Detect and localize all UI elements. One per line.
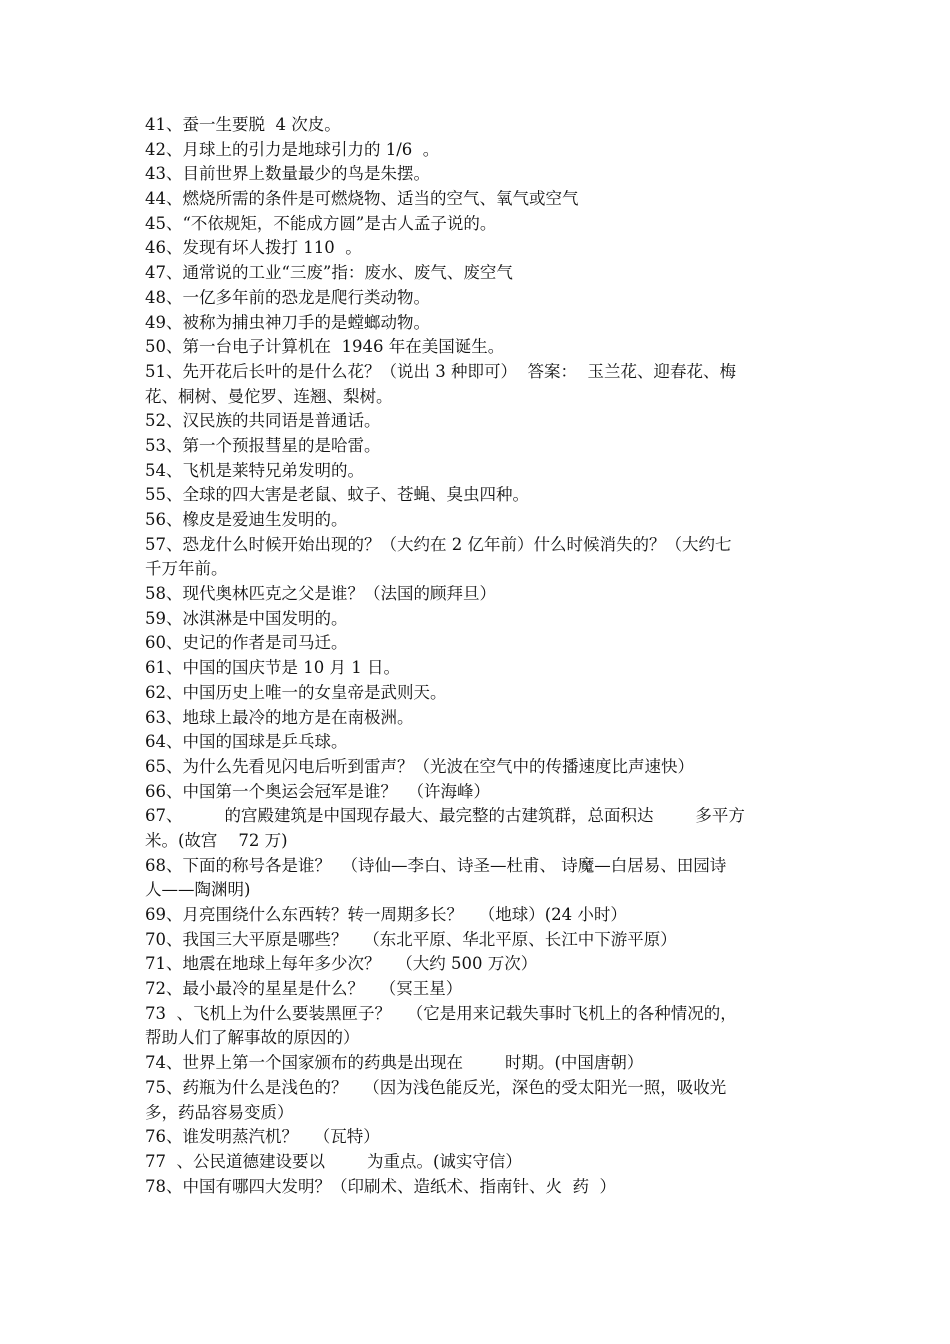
text-line: 70、我国三大平原是哪些？ （东北平原、华北平原、长江中下游平原） [145,929,677,949]
text-line: 75、药瓶为什么是浅色的？ （因为浅色能反光，深色的受太阳光一照，吸收光 [145,1077,727,1097]
document-body [145,113,810,1199]
text-line: 64、中国的国球是乒乓球。 [145,732,348,752]
text-line: 53、第一个预报彗星的是哈雷。 [145,435,381,455]
text-line: 帮助人们了解事故的原因的） [145,1028,360,1048]
text-line: 54、飞机是莱特兄弟发明的。 [145,460,364,480]
text-line: 72、最小最冷的星星是什么？ （冥王星） [145,979,463,999]
text-line: 46、发现有坏人拨打 110 。 [145,238,362,258]
text-line: 60、史记的作者是司马迁。 [145,633,348,653]
text-line: 44、燃烧所需的条件是可燃烧物、适当的空气、氧气或空气 [145,189,579,209]
text-line: 69、月亮围绕什么东西转？转一周期多长？ （地球）(24 小时） [145,905,627,924]
text-line: 77 、公民道德建设要以 为重点。(诚实守信） [145,1151,522,1171]
text-line: 56、橡皮是爱迪生发明的。 [145,510,348,529]
text-line: 51、先开花后长叶的是什么花？（说出 3 种即可） 答案： 玉兰花、迎春花、梅 [145,361,736,381]
text-line: 76、谁发明蒸汽机？ （瓦特） [145,1127,380,1147]
text-line: 66、中国第一个奥运会冠军是谁？ （许海峰） [145,781,490,801]
text-line: 千万年前。 [145,559,228,579]
text-line: 花、桐树、曼佗罗、连翘、梨树。 [145,386,393,406]
text-line: 61、中国的国庆节是 10 月 1 日。 [145,658,400,678]
text-line: 78、中国有哪四大发明？（印刷术、造纸术、指南针、火 药 ） [145,1176,616,1196]
text-line: 63、地球上最冷的地方是在南极洲。 [145,707,414,727]
text-line: 58、现代奥林匹克之父是谁？（法国的顾拜旦） [145,584,496,604]
text-line: 71、地震在地球上每年多少次？ （大约 500 万次） [145,954,538,974]
text-line: 48、一亿多年前的恐龙是爬行类动物。 [145,287,430,307]
text-line: 47、通常说的工业“三废”指：废水、废气、废空气 [145,263,513,283]
text-line: 43、目前世界上数量最少的鸟是朱摆。 [145,164,430,184]
text-line: 50、第一台电子计算机在 1946 年在美国诞生。 [145,337,505,357]
text-line: 42、月球上的引力是地球引力的 1/6 。 [145,139,440,159]
text-line: 米。(故宫 72 万) [145,830,288,850]
text-line: 49、被称为捕虫神刀手的是螳螂动物。 [145,312,430,332]
text-line: 74、世界上第一个国家颁布的药典是出现在 时期。(中国唐朝） [145,1053,644,1073]
text-line: 人——陶渊明) [145,880,251,900]
text-line: 67、 的宫殿建筑是中国现存最大、最完整的古建筑群，总面积达 多平方 [145,806,745,826]
text-line: 57、恐龙什么时候开始出现的？（大约在 2 亿年前）什么时候消失的？（大约七 [145,534,732,554]
text-line: 55、全球的四大害是老鼠、蚊子、苍蝇、臭虫四种。 [145,485,529,505]
text-line: 68、下面的称号各是谁？ （诗仙—李白、诗圣—杜甫、 诗魔—白居易、田园诗 [145,855,727,875]
text-line: 52、汉民族的共同语是普通话。 [145,411,381,431]
text-line: 41、蚕一生要脱 4 次皮。 [145,115,341,134]
text-line: 多，药品容易变质） [145,1102,294,1122]
text-line: 65、为什么先看见闪电后听到雷声？（光波在空气中的传播速度比声速快） [145,756,694,776]
text-line: 73 、飞机上为什么要装黑匣子？ （它是用来记载失事时飞机上的各种情况的， [145,1003,737,1023]
text-line: 45、“不依规矩，不能成方圆”是古人孟子说的。 [145,213,497,233]
text-line: 59、冰淇淋是中国发明的。 [145,608,348,628]
text-line: 62、中国历史上唯一的女皇帝是武则天。 [145,682,447,702]
